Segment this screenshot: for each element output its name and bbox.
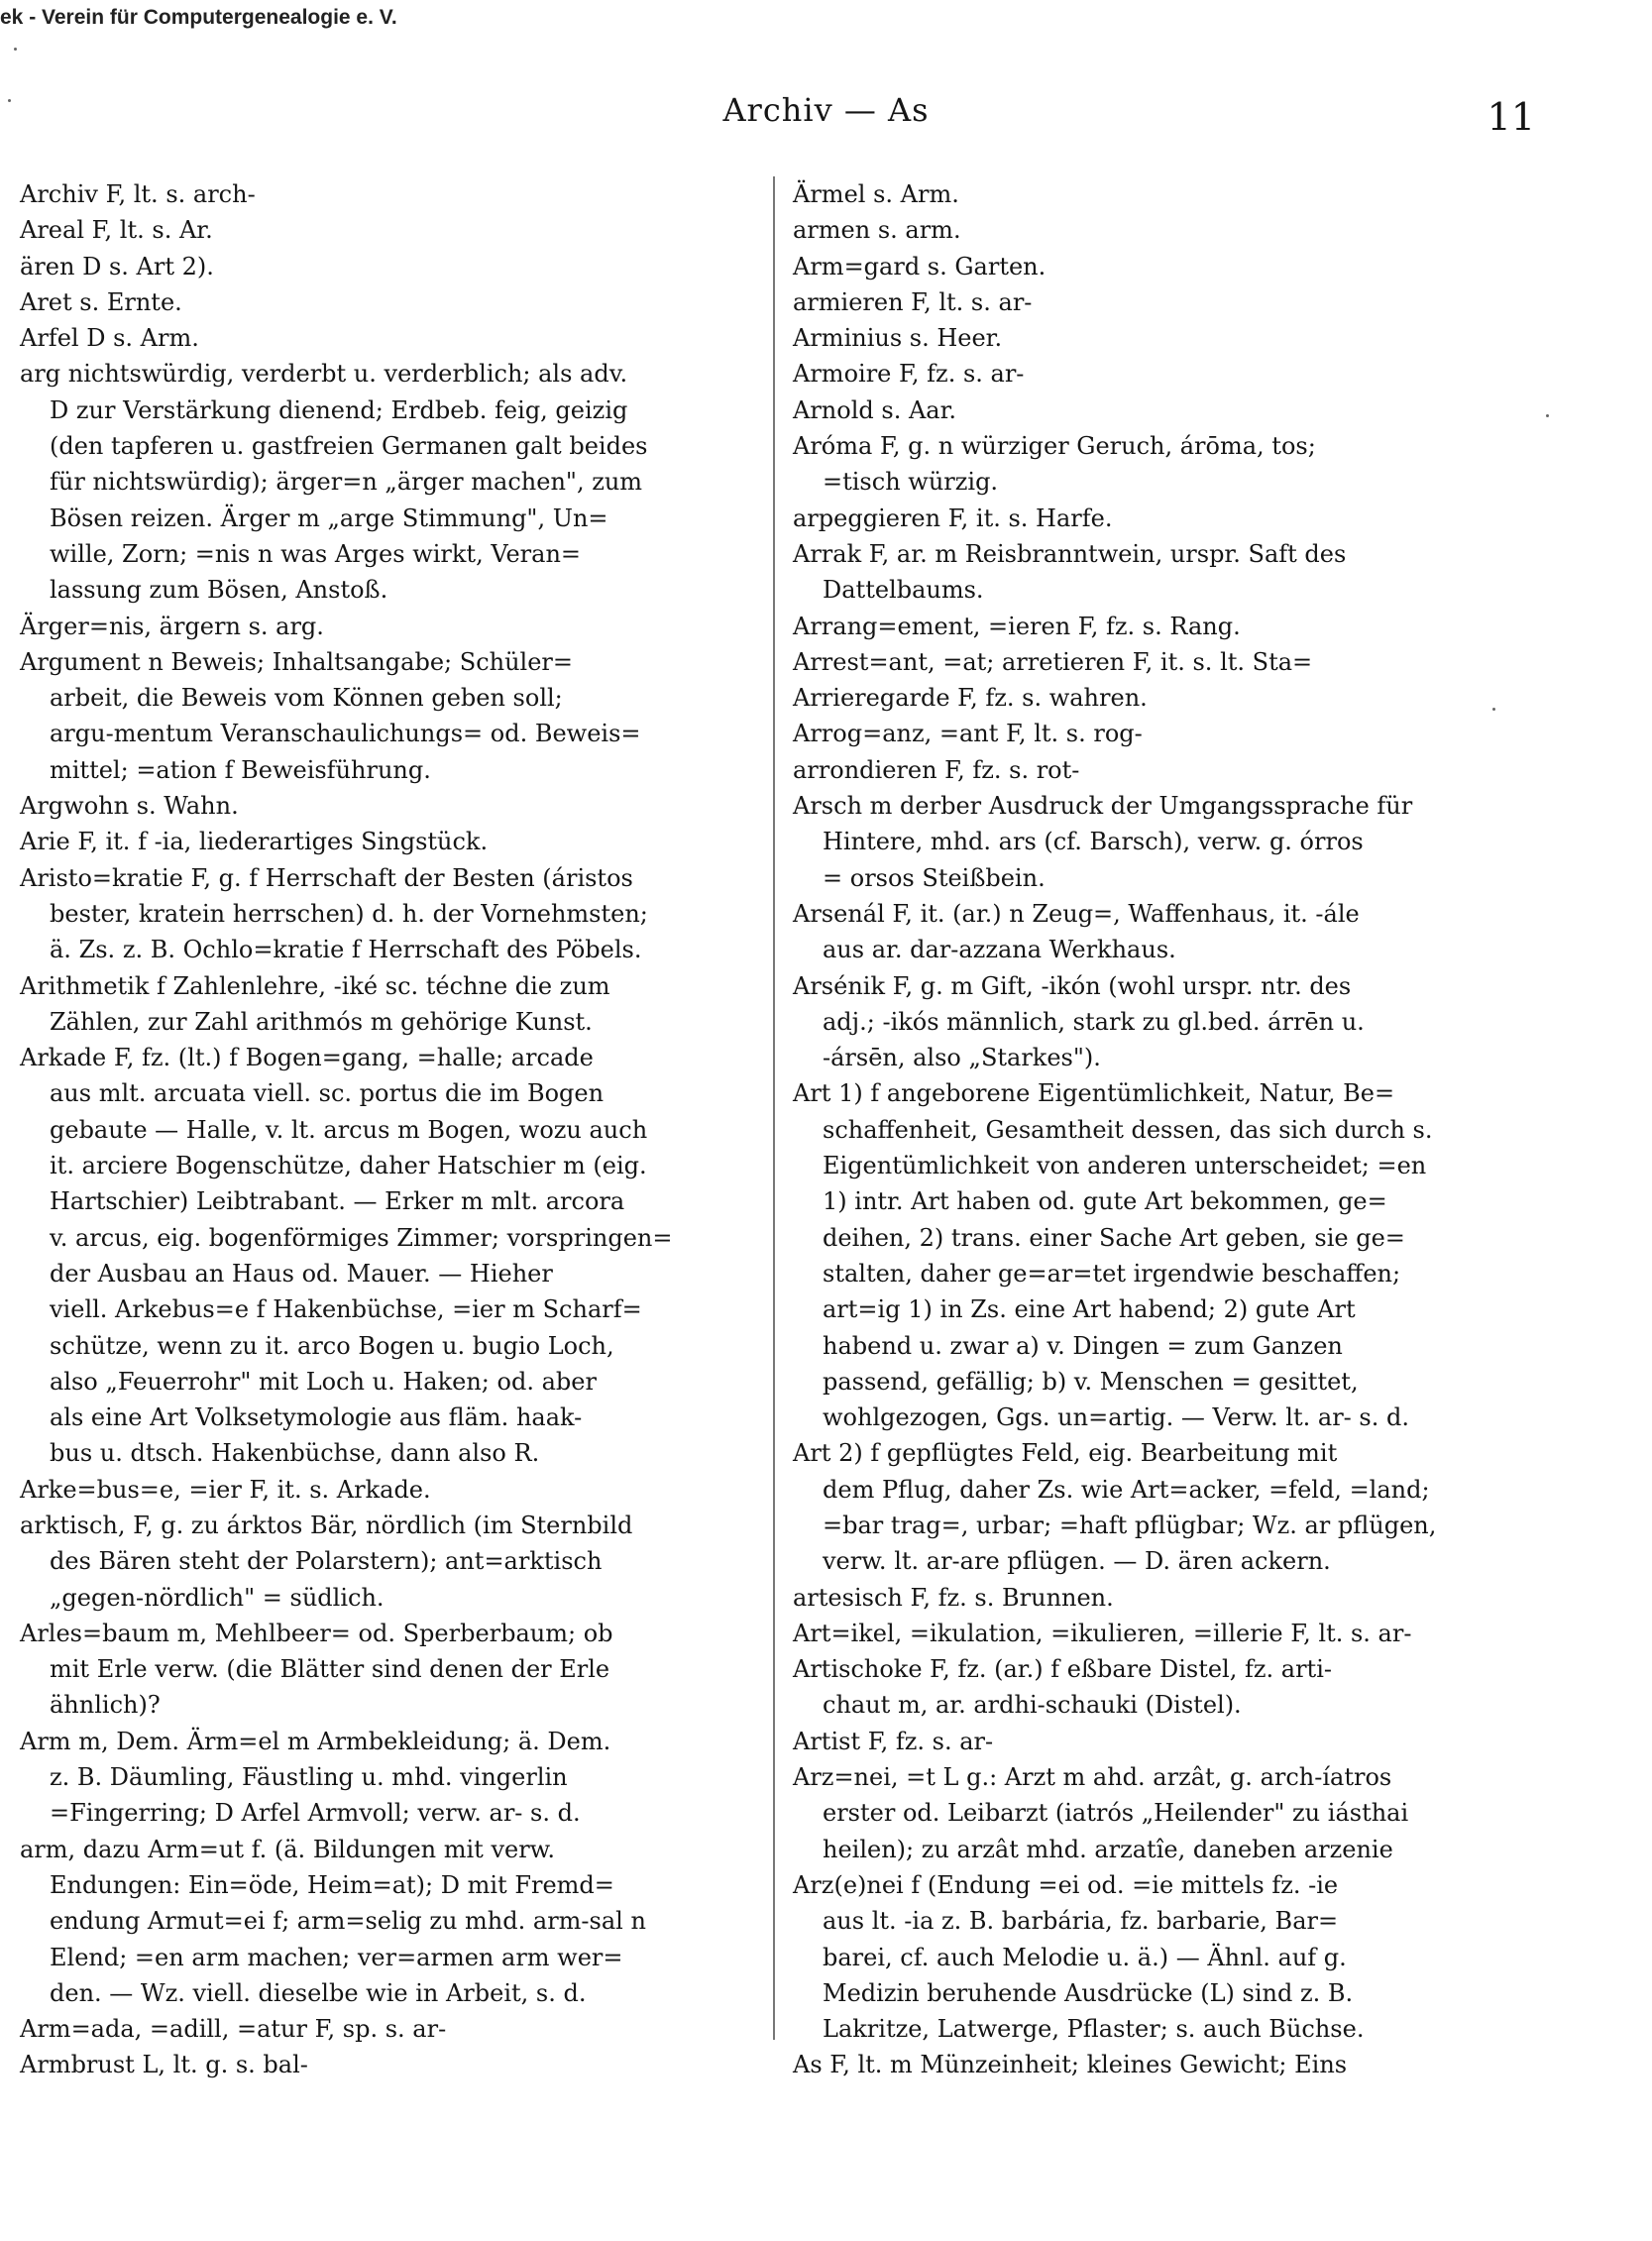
- entry-continuation-line: als eine Art Volksetymologie aus fläm. haak-: [50, 1403, 583, 1432]
- entry-continuation-line: chaut m, ar. ardhi-schauki (Distel).: [823, 1691, 1242, 1720]
- watermark: ek - Verein für Computergenealogie e. V.: [0, 6, 397, 29]
- dictionary-entry-line: Armbrust L, lt. g. s. bal-: [20, 2051, 308, 2079]
- entry-continuation-line: (den tapferen u. gastfreien Germanen galt beides: [50, 432, 648, 461]
- dictionary-entry-line: Arrieregarde F, fz. s. wahren.: [793, 684, 1148, 713]
- entry-continuation-line: Lakritze, Latwerge, Pflaster; s. auch Büchse.: [823, 2015, 1365, 2044]
- dictionary-entry-line: Arsenál F, it. (ar.) n Zeug=, Waffenhaus, it. -ále: [793, 899, 1360, 928]
- dictionary-entry-line: arpeggieren F, it. s. Harfe.: [793, 504, 1113, 532]
- entry-continuation-line: heilen); zu arzât mhd. arzatîe, daneben arzenie: [823, 1835, 1393, 1863]
- dictionary-entry-line: arm, dazu Arm=ut f. (ä. Bildungen mit verw.: [20, 1835, 555, 1863]
- page-number: 11: [1487, 95, 1535, 139]
- entry-continuation-line: Dattelbaums.: [823, 576, 984, 605]
- entry-continuation-line: Endungen: Ein=öde, Heim=at); D mit Fremd=: [50, 1870, 614, 1899]
- entry-continuation-line: stalten, daher ge=ar=tet irgendwie beschaffen;: [823, 1259, 1401, 1288]
- dictionary-entry-line: Arithmetik f Zahlenlehre, -iké sc. téchne die zum: [20, 971, 610, 1000]
- entry-continuation-line: Hintere, mhd. ars (cf. Barsch), verw. g. órros: [823, 828, 1364, 856]
- dictionary-entry-line: Arminius s. Heer.: [793, 324, 1003, 353]
- dictionary-entry-line: Armoire F, fz. s. ar-: [793, 360, 1025, 389]
- dictionary-entry-line: Arm m, Dem. Ärm=el m Armbekleidung; ä. Dem.: [20, 1727, 611, 1755]
- entry-continuation-line: 1) intr. Art haben od. gute Art bekommen, ge=: [823, 1187, 1387, 1216]
- dictionary-entry-line: Arles=baum m, Mehlbeer= od. Sperberbaum; ob: [20, 1619, 613, 1647]
- dictionary-entry-line: armieren F, lt. s. ar-: [793, 287, 1033, 316]
- dictionary-entry-line: armen s. arm.: [793, 216, 961, 245]
- entry-continuation-line: arbeit, die Beweis vom Können geben soll;: [50, 684, 563, 713]
- entry-continuation-line: it. arciere Bogenschütze, daher Hatschier m (eig.: [50, 1152, 647, 1180]
- running-head: Archiv — As: [722, 91, 930, 129]
- entry-continuation-line: bus u. dtsch. Hakenbüchse, dann also R.: [50, 1439, 540, 1468]
- dictionary-entry-line: artesisch F, fz. s. Brunnen.: [793, 1583, 1114, 1612]
- scan-speck: [14, 48, 17, 51]
- dictionary-entry-line: Artist F, fz. s. ar-: [793, 1727, 994, 1755]
- entry-continuation-line: wohlgezogen, Ggs. un=artig. — Verw. lt. ar- s. d.: [823, 1403, 1409, 1432]
- dictionary-entry-line: Argument n Beweis; Inhaltsangabe; Schüler=: [20, 647, 574, 676]
- entry-continuation-line: bester, kratein herrschen) d. h. der Vornehmsten;: [50, 899, 648, 928]
- entry-continuation-line: =tisch würzig.: [823, 468, 999, 497]
- entry-continuation-line: mit Erle verw. (die Blätter sind denen der Erle: [50, 1655, 610, 1684]
- entry-continuation-line: aus mlt. arcuata viell. sc. portus die im Bogen: [50, 1079, 605, 1108]
- dictionary-entry-line: Arie F, it. f -ia, liederartiges Singstück.: [20, 828, 489, 856]
- entry-continuation-line: habend u. zwar a) v. Dingen = zum Ganzen: [823, 1331, 1343, 1360]
- dictionary-entry-line: Ärger=nis, ärgern s. arg.: [20, 612, 324, 640]
- scan-speck: [1546, 414, 1549, 417]
- dictionary-entry-line: Art=ikel, =ikulation, =ikulieren, =illerie F, lt. s. ar-: [793, 1619, 1412, 1647]
- entry-continuation-line: endung Armut=ei f; arm=selig zu mhd. arm-sal n: [50, 1907, 646, 1936]
- scan-speck: [1492, 708, 1495, 711]
- entry-continuation-line: für nichtswürdig); ärger=n „ärger machen", zum: [50, 468, 643, 497]
- dictionary-entry-line: Art 2) f gepflügtes Feld, eig. Bearbeitung mit: [793, 1439, 1338, 1468]
- dictionary-entry-line: ären D s. Art 2).: [20, 252, 214, 280]
- entry-continuation-line: wille, Zorn; =nis n was Arges wirkt, Veran=: [50, 539, 582, 568]
- entry-continuation-line: Medizin beruhende Ausdrücke (L) sind z. B.: [823, 1978, 1354, 2007]
- entry-continuation-line: -ársēn, also „Starkes").: [823, 1044, 1101, 1072]
- entry-continuation-line: der Ausbau an Haus od. Mauer. — Hieher: [50, 1259, 553, 1288]
- entry-continuation-line: passend, gefällig; b) v. Menschen = gesittet,: [823, 1367, 1359, 1396]
- column-divider: [773, 176, 775, 2040]
- dictionary-entry-line: Arnold s. Aar.: [793, 395, 957, 424]
- dictionary-entry-line: Arfel D s. Arm.: [20, 324, 199, 353]
- dictionary-entry-line: Arm=gard s. Garten.: [793, 252, 1046, 280]
- dictionary-entry-line: Ärmel s. Arm.: [793, 180, 959, 208]
- entry-continuation-line: barei, cf. auch Melodie u. ä.) — Ähnl. auf g.: [823, 1943, 1347, 1971]
- right-column: [785, 176, 1538, 2083]
- entry-continuation-line: verw. lt. ar-are pflügen. — D. ären ackern.: [823, 1547, 1331, 1576]
- entry-continuation-line: erster od. Leibarzt (iatrós „Heilender" zu iásthai: [823, 1799, 1409, 1828]
- left-column: [12, 176, 769, 2083]
- entry-continuation-line: = orsos Steißbein.: [823, 863, 1046, 892]
- entry-continuation-line: aus lt. -ia z. B. barbária, fz. barbarie, Bar=: [823, 1907, 1339, 1936]
- dictionary-entry-line: arrondieren F, fz. s. rot-: [793, 755, 1080, 784]
- entry-continuation-line: Zählen, zur Zahl arithmós m gehörige Kunst.: [50, 1007, 593, 1036]
- entry-continuation-line: =Fingerring; D Arfel Armvoll; verw. ar- s. d.: [50, 1799, 581, 1828]
- entry-continuation-line: dem Pflug, daher Zs. wie Art=acker, =feld, =land;: [823, 1475, 1430, 1504]
- dictionary-entry-line: Artischoke F, fz. (ar.) f eßbare Distel, fz. arti-: [793, 1655, 1332, 1684]
- dictionary-entry-line: arktisch, F, g. zu árktos Bär, nördlich (im Sternbild: [20, 1511, 633, 1539]
- entry-continuation-line: „gegen-nördlich" = südlich.: [50, 1583, 385, 1612]
- entry-continuation-line: ä. Zs. z. B. Ochlo=kratie f Herrschaft des Pöbels.: [50, 936, 642, 964]
- dictionary-entry-line: Arrak F, ar. m Reisbranntwein, urspr. Saft des: [793, 539, 1347, 568]
- entry-continuation-line: schütze, wenn zu it. arco Bogen u. bugio Loch,: [50, 1331, 614, 1360]
- dictionary-entry-line: arg nichtswürdig, verderbt u. verderblich; als adv.: [20, 360, 628, 389]
- entry-continuation-line: also „Feuerrohr" mit Loch u. Haken; od. aber: [50, 1367, 597, 1396]
- dictionary-entry-line: As F, lt. m Münzeinheit; kleines Gewicht; Eins: [793, 2051, 1348, 2079]
- entry-continuation-line: den. — Wz. viell. dieselbe wie in Arbeit, s. d.: [50, 1978, 587, 2007]
- entry-continuation-line: =bar trag=, urbar; =haft pflügbar; Wz. ar pflügen,: [823, 1511, 1437, 1539]
- entry-continuation-line: mittel; =ation f Beweisführung.: [50, 755, 431, 784]
- dictionary-entry-line: Arz(e)nei f (Endung =ei od. =ie mittels fz. -ie: [793, 1870, 1339, 1899]
- entry-continuation-line: deihen, 2) trans. einer Sache Art geben, sie ge=: [823, 1223, 1405, 1252]
- entry-continuation-line: Elend; =en arm machen; ver=armen arm wer=: [50, 1943, 623, 1971]
- dictionary-entry-line: Arkade F, fz. (lt.) f Bogen=gang, =halle; arcade: [20, 1044, 594, 1072]
- entry-continuation-line: Eigentümlichkeit von anderen unterscheidet; =en: [823, 1152, 1427, 1180]
- dictionary-entry-line: Arsénik F, g. m Gift, -ikón (wohl urspr. ntr. des: [793, 971, 1352, 1000]
- dictionary-entry-line: Aróma F, g. n würziger Geruch, árōma, tos;: [793, 432, 1316, 461]
- entry-continuation-line: art=ig 1) in Zs. eine Art habend; 2) gute Art: [823, 1295, 1356, 1324]
- entry-continuation-line: z. B. Däumling, Fäustling u. mhd. vingerlin: [50, 1763, 568, 1792]
- entry-continuation-line: lassung zum Bösen, Anstoß.: [50, 576, 388, 605]
- entry-continuation-line: schaffenheit, Gesamtheit dessen, das sich durch s.: [823, 1115, 1433, 1144]
- dictionary-entry-line: Argwohn s. Wahn.: [20, 792, 239, 821]
- dictionary-entry-line: Arsch m derber Ausdruck der Umgangssprache für: [793, 792, 1413, 821]
- dictionary-entry-line: Arrog=anz, =ant F, lt. s. rog-: [793, 720, 1143, 748]
- entry-continuation-line: Bösen reizen. Ärger m „arge Stimmung", Un=: [50, 504, 608, 532]
- dictionary-entry-line: Arm=ada, =adill, =atur F, sp. s. ar-: [20, 2015, 447, 2044]
- dictionary-entry-line: Arrest=ant, =at; arretieren F, it. s. lt. Sta=: [793, 647, 1313, 676]
- entry-continuation-line: des Bären steht der Polarstern); ant=arktisch: [50, 1547, 603, 1576]
- dictionary-entry-line: Aristo=kratie F, g. f Herrschaft der Besten (áristos: [20, 863, 633, 892]
- dictionary-entry-line: Arrang=ement, =ieren F, fz. s. Rang.: [793, 612, 1241, 640]
- scan-speck: [8, 99, 11, 102]
- dictionary-entry-line: Arke=bus=e, =ier F, it. s. Arkade.: [20, 1475, 431, 1504]
- dictionary-entry-line: Areal F, lt. s. Ar.: [20, 216, 213, 245]
- dictionary-entry-line: Archiv F, lt. s. arch-: [20, 180, 256, 208]
- entry-continuation-line: aus ar. dar-azzana Werkhaus.: [823, 936, 1176, 964]
- entry-continuation-line: v. arcus, eig. bogenförmiges Zimmer; vorspringen=: [50, 1223, 673, 1252]
- entry-continuation-line: D zur Verstärkung dienend; Erdbeb. feig, geizig: [50, 395, 628, 424]
- entry-continuation-line: Hartschier) Leibtrabant. — Erker m mlt. arcora: [50, 1187, 625, 1216]
- entry-continuation-line: viell. Arkebus=e f Hakenbüchse, =ier m Scharf=: [50, 1295, 642, 1324]
- entry-continuation-line: argu-mentum Veranschaulichungs= od. Beweis=: [50, 720, 641, 748]
- dictionary-entry-line: Art 1) f angeborene Eigentümlichkeit, Natur, Be=: [793, 1079, 1395, 1108]
- dictionary-entry-line: Arz=nei, =t L g.: Arzt m ahd. arzât, g. arch-íatros: [793, 1763, 1392, 1792]
- entry-continuation-line: ähnlich)?: [50, 1691, 161, 1720]
- dictionary-entry-line: Aret s. Ernte.: [20, 287, 182, 316]
- entry-continuation-line: gebaute — Halle, v. lt. arcus m Bogen, wozu auch: [50, 1115, 648, 1144]
- entry-continuation-line: adj.; -ikós männlich, stark zu gl.bed. árrēn u.: [823, 1007, 1365, 1036]
